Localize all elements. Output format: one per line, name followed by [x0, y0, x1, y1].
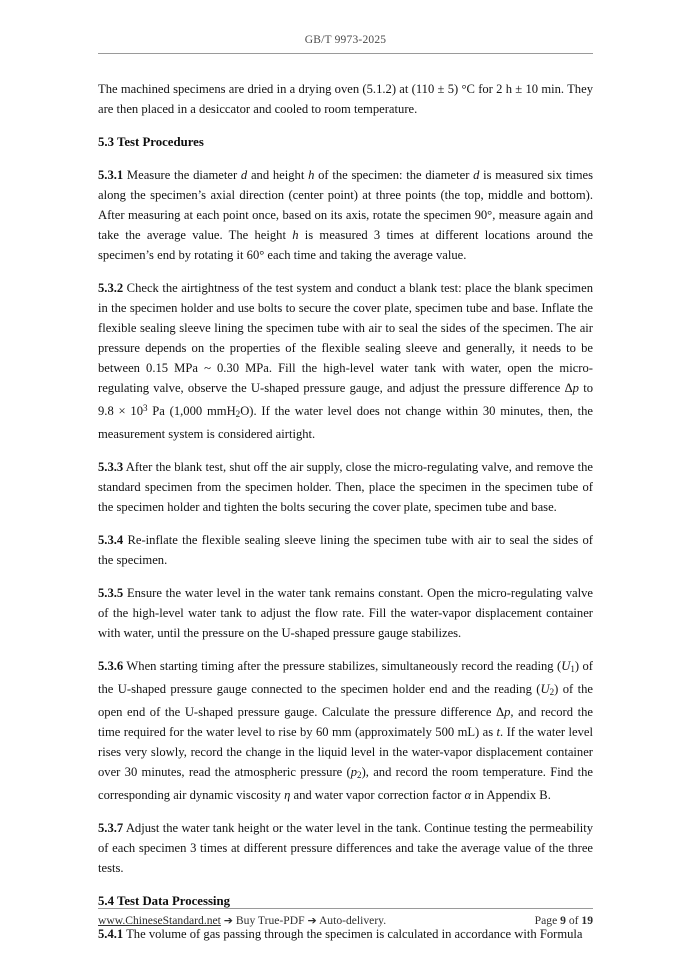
variable-p: p [350, 764, 358, 779]
clause-text: ), and record the room temperature. Find the corresponding air dynamic viscosity [98, 764, 593, 802]
clause-text: Ensure the water level in the water tank remains constant. Open the micro-regulating valve of the high-level water tank to adjust the flow rate. Fill the water-vapor displacement container with water, until the pressure on the U-shaped pressure gauge stabilizes. [98, 585, 593, 640]
clause-text: O). If the water level does not change within 30 minutes, then, the measurement system is considered airtight. [98, 403, 593, 441]
footer-divider [98, 908, 593, 909]
clause-number: 5.3.5 [98, 585, 124, 600]
variable-alpha: α [464, 787, 472, 802]
clause-text: and height [247, 168, 309, 182]
clause-text: to 9.8 × 10 [98, 381, 593, 418]
paragraph-5-3-3 [98, 457, 593, 517]
page-label: Page [534, 914, 558, 927]
clause-text: ) of the U-shaped pressure gauge connected to the specimen holder end and the reading ( [98, 658, 593, 696]
intro-paragraph [98, 79, 593, 119]
current-page-number: 9 [560, 914, 566, 927]
footer-delivery-text: Auto-delivery. [318, 914, 387, 927]
subscript-2: 2 [235, 408, 241, 419]
intro-text: The machined specimens are dried in a drying oven (5.1.2) at (110 ± 5) °C for 2 h ± 10 min. They are then placed in a desiccator and cooled to room temperature. [98, 82, 593, 116]
paragraph-5-3-7 [98, 818, 593, 878]
variable-p: p [572, 381, 579, 395]
clause-text: After the blank test, shut off the air supply, close the micro-regulating valve, and remove the standard specimen from the specimen holder. Then, place the specimen in the specimen tube of the specimen holder and tighten the bolts securing the cover plate, specimen tube and base. [98, 459, 593, 514]
clause-text: . If the water level rises very slowly, record the change in the liquid level in the water-vapor displacement container over 30 minutes, read the atmospheric pressure ( [98, 724, 593, 779]
clause-text: ) of the open end of the U-shaped pressure gauge. Calculate the pressure difference Δ [98, 681, 594, 719]
variable-h: h [292, 228, 299, 242]
clause-text: is measured six times along the specimen’s axial direction (center point) at three points (the top, middle and bottom). After measuring at each point once, based on its axis, rotate the specimen 90°, measure again and take the average value. The height [98, 168, 593, 242]
document-body [98, 79, 593, 944]
footer-offer-text: Buy True-PDF [235, 914, 305, 927]
subscript-2: 2 [357, 769, 362, 780]
variable-t: t [496, 724, 501, 739]
variable-d: d [240, 168, 248, 182]
arrow-right-icon: ➔ [223, 914, 234, 927]
variable-eta: η [284, 787, 291, 802]
variable-p: p [504, 704, 511, 719]
clause-text: , and record the time required for the water level to rise by 60 mm (approximately 500 mL) as [98, 704, 594, 739]
clause-number: 5.3.6 [98, 658, 124, 673]
footer-promo [98, 914, 386, 927]
clause-number: 5.3.7 [98, 820, 124, 835]
total-page-count: 19 [581, 914, 593, 927]
of-label: of [568, 914, 579, 927]
clause-text: Measure the diameter [123, 168, 241, 182]
variable-d: d [473, 168, 480, 182]
section-heading-5-3: 5.3 Test Procedures [98, 135, 204, 149]
page-footer [98, 914, 593, 927]
clause-text: Adjust the water tank height or the water level in the tank. Continue testing the permeability of each specimen 3 times at different pressure differences and take the average value of the three tests. [98, 820, 593, 875]
page-indicator [535, 914, 593, 927]
paragraph-5-3-5 [98, 583, 593, 643]
website-link[interactable]: www.ChineseStandard.net [98, 914, 221, 927]
exponent-3: 3 [143, 403, 148, 413]
paragraph-5-3-2 [98, 278, 593, 444]
clause-text: in Appendix B. [471, 787, 551, 802]
clause-number: 5.3.1 [98, 168, 124, 182]
clause-number: 5.4.1 [98, 926, 124, 941]
clause-text: Re-inflate the flexible sealing sleeve lining the specimen tube with air to seal the sides of the specimen. [98, 532, 593, 567]
variable-U: U [540, 681, 550, 696]
paragraph-5-3-1 [98, 165, 593, 265]
clause-number: 5.3.3 [98, 459, 124, 474]
clause-text: When starting timing after the pressure stabilizes, simultaneously record the reading ( [123, 658, 562, 673]
clause-text: and water vapor correction factor [290, 787, 465, 802]
clause-number: 5.3.2 [98, 281, 124, 295]
variable-U: U [561, 658, 571, 673]
clause-text: The volume of gas passing through the specimen is calculated in accordance with Formula [123, 926, 583, 941]
subscript-2: 2 [549, 686, 555, 697]
arrow-right-icon: ➔ [307, 914, 317, 927]
header-standard-code: GB/T 9973-2025 [304, 34, 387, 46]
variable-h: h [308, 168, 315, 182]
clause-text: is measured 3 times at different locations around the specimen’s end by rotating it 60° each time and taking the average value. [98, 228, 594, 262]
clause-text: Pa (1,000 mmH [147, 403, 236, 418]
subscript-1: 1 [570, 663, 575, 674]
clause-number: 5.3.4 [98, 532, 124, 547]
section-heading-5-4: 5.4 Test Data Processing [98, 893, 230, 908]
clause-text: Check the airtightness of the test system and conduct a blank test: place the blank specimen in the specimen holder and use bolts to secure the cover plate, specimen tube and base. Inflate the flexible sealing sleeve lining the specimen tube with air to seal the sides of the specimen. The air pressure depends on the properties of the flexible sealing sleeve and generally, it needs to be between 0.15 MPa ~ 0.30 MPa. Fill the high-level water tank with water, open the micro-regulating valve, observe the U-shaped pressure gauge, and adjust the pressure difference Δ [98, 281, 593, 395]
paragraph-5-3-6 [98, 656, 593, 805]
paragraph-5-3-4 [98, 530, 593, 570]
clause-text: of the specimen: the diameter [314, 168, 474, 182]
header-divider [98, 53, 593, 54]
page-header [98, 30, 593, 48]
